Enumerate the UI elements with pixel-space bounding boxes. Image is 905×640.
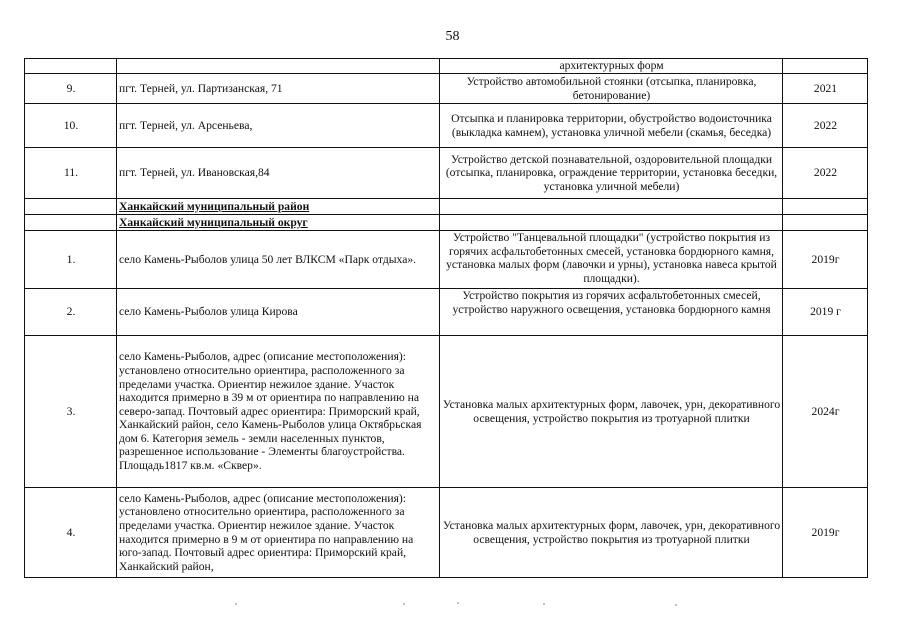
table-row: [25, 59, 868, 74]
table-row: [25, 104, 868, 148]
section-row-okrug: [25, 215, 868, 231]
row-address: [117, 59, 440, 74]
row-description: архитектурных форм: [440, 59, 783, 74]
row-address: село Камень-Рыболов, адрес (описание местоположения): установлено относительно ориентира, расположенного за пределами участка. Ориентир нежилое здание. Участок находится примерно в 9 м от ориентира по направлению на юго-запад. Почтовый адрес ориентира: Приморский край, Ханкайский район,: [117, 488, 440, 578]
row-year: 2022: [783, 104, 868, 148]
section-title-district: Ханкайский муниципальный район: [117, 199, 440, 215]
section-row-district: [25, 199, 868, 215]
row-address: пгт. Терней, ул. Арсеньева,: [117, 104, 440, 148]
row-description: Установка малых архитектурных форм, лавочек, урн, декоративного освещения, устройство покрытия из тротуарной плитки: [440, 336, 783, 488]
row-year: 2021: [783, 74, 868, 104]
row-description: Установка малых архитектурных форм, лавочек, урн, декоративного освещения, устройство покрытия из тротуарной плитки: [440, 488, 783, 578]
row-number: 10.: [25, 104, 117, 148]
row-number: 9.: [25, 74, 117, 104]
row-description: Устройство детской познавательной, оздоровительной площадки (отсыпка, планировка, ограждение территории, установка беседки, установка уличной мебели): [440, 148, 783, 199]
table-row: [25, 148, 868, 199]
row-year: 2024г: [783, 336, 868, 488]
table-row: [25, 74, 868, 104]
row-description: Устройство автомобильной стоянки (отсыпка, планировка, бетонирование): [440, 74, 783, 104]
row-address: село Камень-Рыболов, адрес (описание местоположения): установлено относительно ориентира, расположенного за пределами участка. Ориентир нежилое здание. Участок находится примерно в 39 м от ориентира по направлению на северо-запад. Почтовый адрес ориентира: Приморский край, Ханкайский район, село Камень-Рыболов улица Октябрьская дом 6. Категория земель - земли населенных пунктов, разрешенное использование - Элементы благоустройства. Площадь1817 кв.м. «Сквер».: [117, 336, 440, 488]
row-description: Устройство покрытия из горячих асфальтобетонных смесей, устройство наружного освещения, установка бордюрного камня: [440, 289, 783, 336]
row-number: 4.: [25, 488, 117, 578]
row-number: [25, 59, 117, 74]
row-year: 2019 г: [783, 289, 868, 336]
table-row: [25, 336, 868, 488]
row-number: 2.: [25, 289, 117, 336]
row-year: 2019г: [783, 488, 868, 578]
row-year: 2019г: [783, 231, 868, 289]
row-year: 2022: [783, 148, 868, 199]
row-address: село Камень-Рыболов улица Кирова: [117, 289, 440, 336]
row-number: 3.: [25, 336, 117, 488]
table-row: [25, 231, 868, 289]
row-address: село Камень-Рыболов улица 50 лет ВЛКСМ «Парк отдыха».: [117, 231, 440, 289]
table-row: [25, 488, 868, 578]
page-number: 58: [445, 29, 460, 44]
row-address: пгт. Терней, ул. Партизанская, 71: [117, 74, 440, 104]
row-address: пгт. Терней, ул. Ивановская,84: [117, 148, 440, 199]
row-number: 11.: [25, 148, 117, 199]
row-number: 1.: [25, 231, 117, 289]
improvement-table: [24, 58, 868, 578]
table-row: [25, 289, 868, 336]
scan-noise: [0, 600, 905, 640]
section-title-okrug: Ханкайский муниципальный округ: [117, 215, 440, 231]
row-description: Устройство "Танцевальной площадки" (устройство покрытия из горячих асфальтобетонных смесей, установка бордюрного камня, установка малых форм (лавочки и урны), установка навеса крытой площадки).: [440, 231, 783, 289]
row-year: [783, 59, 868, 74]
row-description: Отсыпка и планировка территории, обустройство водоисточника (выкладка камнем), установка уличной мебели (скамья, беседка): [440, 104, 783, 148]
